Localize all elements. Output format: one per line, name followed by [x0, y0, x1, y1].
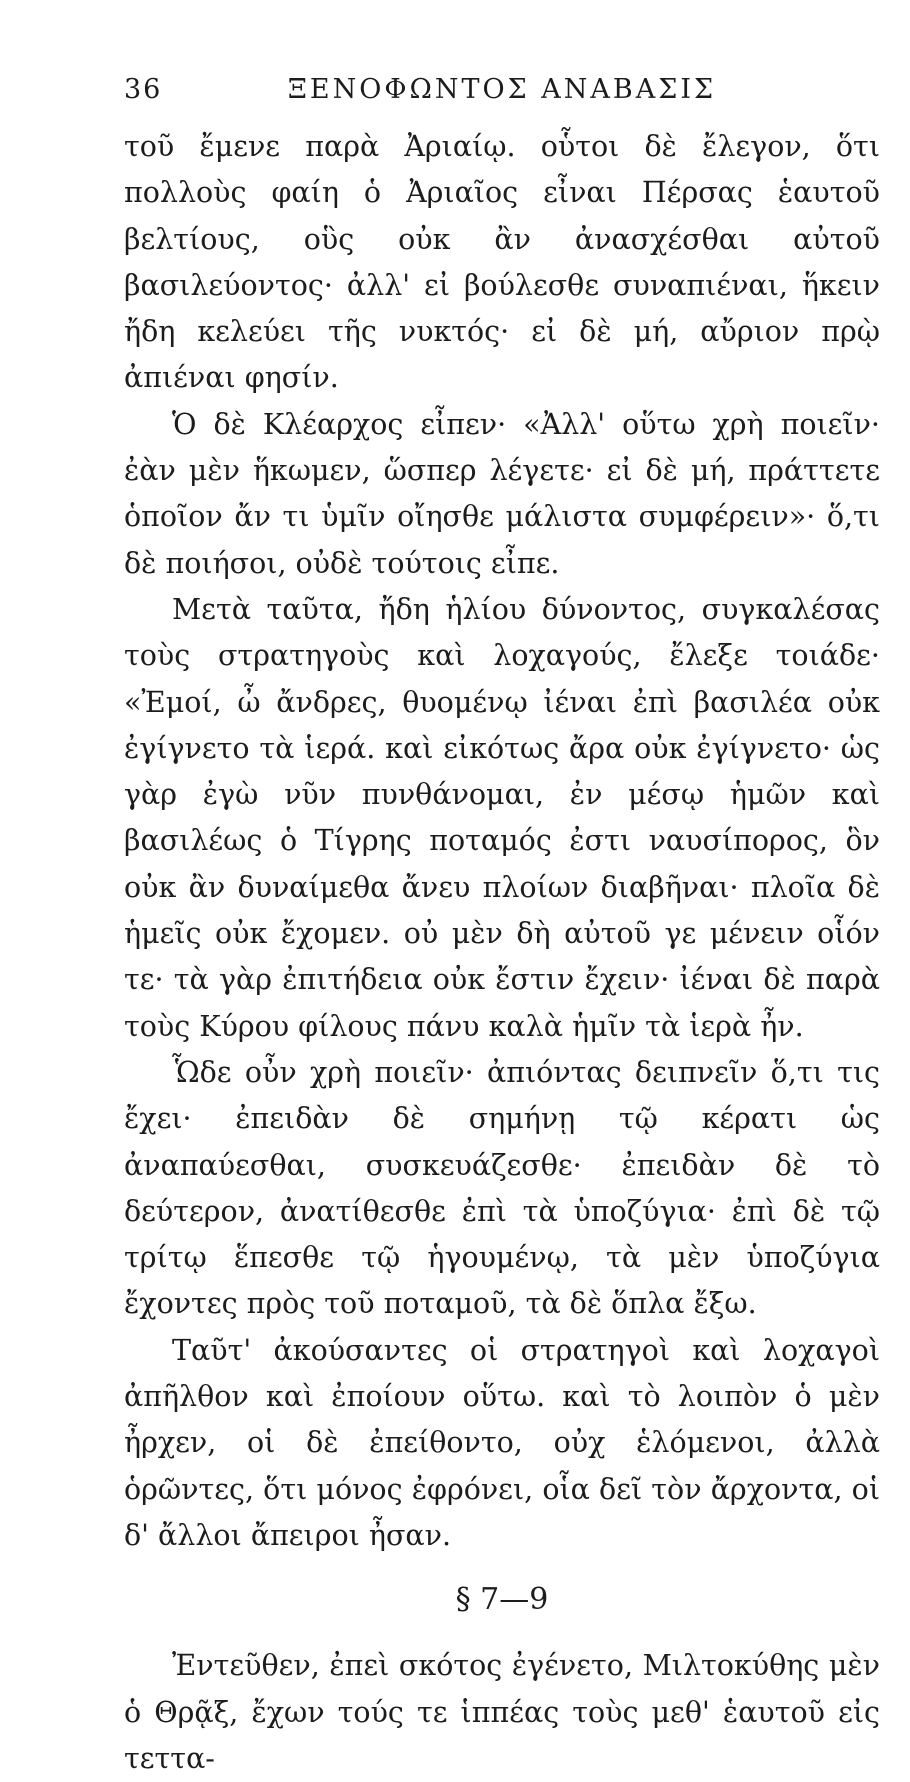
paragraph: Ὧδε οὖν χρὴ ποιεῖν· ἀπιόντας δειπνεῖν ὅ,τι τις ἔχει· ἐπειδὰν δὲ σημήνῃ τῷ κέρατι ὡς ἀναπαύεσθαι, συσκευάζεσθε· ἐπειδὰν δὲ τὸ δεύτερον, ἀνατίθεσθε ἐπὶ τὰ ὑποζύγια· ἐπὶ δὲ τῷ τρίτῳ ἕπεσθε τῷ ἡγουμένῳ, τὰ μὲν ὑποζύγια ἔχοντες πρὸς τοῦ ποταμοῦ, τὰ δὲ ὅπλα ἔξω.	[124, 1055, 880, 1321]
paragraph: Ἐντεῦθεν, ἐπεὶ σκότος ἐγένετο, Μιλτοκύθης μὲν ὁ Θρᾷξ, ἔχων τούς τε ἱππέας τοὺς μεθ' ἑαυτοῦ εἰς τεττα-	[124, 1649, 880, 1775]
main-text	[124, 124, 880, 1782]
running-head: ΞΕΝΟΦΩΝΤΟΣ ΑΝΑΒΑΣΙΣ	[287, 74, 717, 105]
paragraph: τοῦ ἔμενε παρὰ Ἀριαίῳ. οὗτοι δὲ ἔλεγον, ὅτι πολλοὺς φαίη ὁ Ἀριαῖος εἶναι Πέρσας ἑαυτοῦ βελτίους, οὓς οὐκ ἂν ἀνασχέσθαι αὐτοῦ βασιλεύοντος· ἀλλ' εἰ βούλεσθε συναπιέναι, ἥκειν ἤδη κελεύει τῆς νυκτός· εἰ δὲ μή, αὔριον πρῲ ἀπιέναι φησίν.	[124, 130, 880, 395]
section-heading: § 7—9	[455, 1582, 549, 1618]
paragraph: Ὁ δὲ Κλέαρχος εἶπεν· «Ἀλλ' οὕτω χρὴ ποιεῖν· ἐὰν μὲν ἥκωμεν, ὥσπερ λέγετε· εἰ δὲ μή, πράττετε ὁποῖον ἄν τι ὑμῖν οἴησθε μάλιστα συμφέρειν»· ὅ,τι δὲ ποιήσοι, οὐδὲ τούτοις εἶπε.	[124, 407, 880, 580]
page-number: 36	[124, 74, 163, 105]
page-header	[124, 70, 880, 110]
paragraph: Μετὰ ταῦτα, ἤδη ἡλίου δύνοντος, συγκαλέσας τοὺς στρατηγοὺς καὶ λοχαγούς, ἔλεξε τοιάδε· «Ἐμοί, ὦ ἄνδρες, θυομένῳ ἰέναι ἐπὶ βασιλέα οὐκ ἐγίγνετο τὰ ἱερά. καὶ εἰκότως ἄρα οὐκ ἐγίγνετο· ὡς γὰρ ἐγὼ νῦν πυνθάνομαι, ἐν μέσῳ ἡμῶν καὶ βασιλέως ὁ Τίγρης ποταμός ἐστι ναυσίπορος, ὃν οὐκ ἂν δυναίμεθα ἄνευ πλοίων διαβῆναι· πλοῖα δὲ ἡμεῖς οὐκ ἔχομεν. οὐ μὲν δὴ αὐτοῦ γε μένειν οἷόν τε· τὰ γὰρ ἐπιτήδεια οὐκ ἔστιν ἔχειν· ἰέναι δὲ παρὰ τοὺς Κύρου φίλους πάνυ καλὰ ἡμῖν τὰ ἱερὰ ἦν.	[124, 592, 880, 1043]
book-page	[124, 70, 880, 1782]
paragraph: Ταῦτ' ἀκούσαντες οἱ στρατηγοὶ καὶ λοχαγοὶ ἀπῆλθον καὶ ἐποίουν οὕτω. καὶ τὸ λοιπὸν ὁ μὲν ἦρχεν, οἱ δὲ ἐπείθοντο, οὐχ ἑλόμενοι, ἀλλὰ ὁρῶντες, ὅτι μόνος ἐφρόνει, οἷα δεῖ τὸν ἄρχοντα, οἱ δ' ἄλλοι ἄπειροι ἦσαν.	[124, 1333, 880, 1552]
